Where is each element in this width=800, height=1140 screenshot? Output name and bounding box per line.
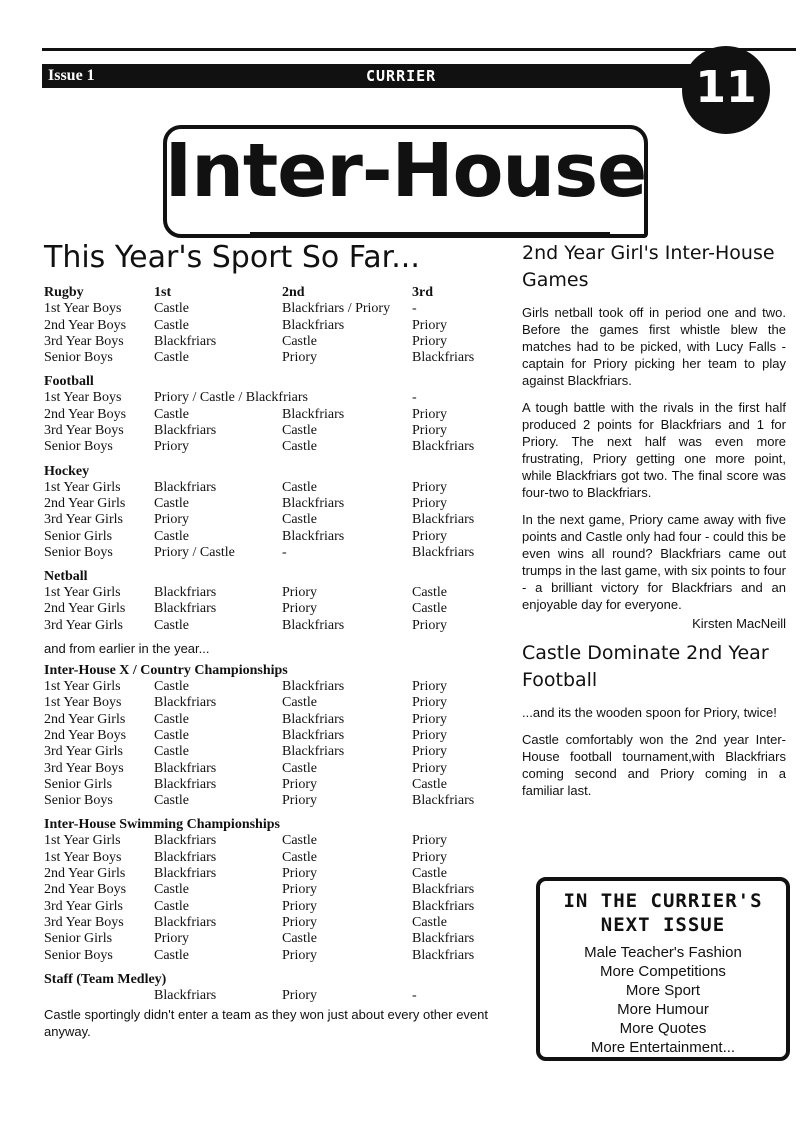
third-place: Blackfriars [412,882,475,898]
second-place: Castle [282,423,317,439]
team: 2nd Year Boys [44,882,127,898]
third-place: Castle [412,776,447,792]
result-row [44,777,494,793]
earlier-note: and from earlier in the year... [44,641,210,657]
team: 1st Year Girls [44,479,121,495]
section-title: Rugby [44,285,84,300]
third-place: Blackfriars [412,898,475,914]
next-issue-heading: IN THE CURRIER'S [563,890,763,912]
results-section [44,972,494,1004]
second-place: Castle [282,760,317,776]
page-title: Inter-House [164,128,647,214]
result-row [44,618,494,634]
result-row [44,601,494,617]
third-place: Blackfriars [412,350,475,366]
result-row [44,931,494,947]
section-title: Inter-House X / Country Championships [44,663,288,679]
list-item: More Sport [625,982,701,999]
team: 2nd Year Girls [44,711,126,727]
team: Senior Girls [44,528,113,544]
result-row [44,334,494,350]
team: 2nd Year Boys [44,317,127,333]
result-row [44,744,494,760]
second-place: Priory [282,793,317,809]
result-row [44,915,494,931]
results-section [44,569,494,634]
article-paragraph: Girls netball took off in period one and two. Before the games first whistle blew the matches had to be picked, with Lucy Falls - captain for Priory picking her team to play against Blackfriars. [522,305,786,388]
team: 1st Year Boys [44,695,122,711]
author-byline: Kirsten MacNeill [692,616,786,631]
first-place: Blackfriars [154,695,217,711]
third-place: Priory [412,679,447,695]
column-header: 2nd [282,285,305,300]
list-item: Male Teacher's Fashion [584,944,742,961]
first-place: Castle [154,898,189,914]
article-heading: 2nd Year Girl's Inter-House Games [522,242,775,291]
third-place: Priory [412,695,447,711]
header-bar [42,64,742,88]
list-item: More Competitions [600,963,726,980]
team: Senior Boys [44,947,113,963]
third-place: Priory [412,479,447,495]
second-place: Blackfriars [282,406,345,422]
first-place: Castle [154,317,189,333]
results-section [44,464,494,561]
third-place: Priory [412,495,447,511]
team: 1st Year Girls [44,833,121,849]
result-row [44,850,494,866]
second-place: Priory [282,914,317,930]
result-row [44,318,494,334]
third-place: Castle [412,585,447,601]
results-heading: This Year's Sport So Far... [44,240,420,275]
second-place: Blackfriars [282,727,345,743]
second-place: Castle [282,333,317,349]
column-header: 3rd [412,285,433,300]
first-place: Blackfriars [154,601,217,617]
first-place: Castle [154,711,189,727]
third-place: Priory [412,711,447,727]
second-place: Blackfriars [282,528,345,544]
third-place: Castle [412,601,447,617]
team: 1st Year Girls [44,585,121,601]
result-row [44,899,494,915]
result-row [44,407,494,423]
first-place: Castle [154,947,189,963]
section-header-row [44,285,494,301]
result-row [44,480,494,496]
team: 3rd Year Girls [44,898,123,914]
third-place: Priory [412,617,447,633]
result-row [44,545,494,561]
team: Senior Boys [44,793,113,809]
second-place: Priory [282,987,317,1003]
third-place: Priory [412,423,447,439]
third-place: Blackfriars [412,793,475,809]
top-rule [42,48,796,51]
team: 3rd Year Boys [44,423,124,439]
first-place: Blackfriars [154,423,217,439]
first-place: Priory [154,512,189,528]
first-place: Blackfriars [154,585,217,601]
team: 1st Year Boys [44,390,122,406]
second-place: Priory [282,585,317,601]
first-place: Castle [154,793,189,809]
result-row [44,882,494,898]
second-place: Priory [282,776,317,792]
first-place: Castle [154,528,189,544]
result-row [44,301,494,317]
article-paragraph: In the next game, Priory came away with five points and Castle only had four - could this be even wins all round? Blackfriars came out trumps in the last game, with six points to four - a brilliant victory for Blackfriars and an enjoyable day for everyone. [522,512,786,612]
team: 2nd Year Boys [44,727,127,743]
third-place: Blackfriars [412,439,475,455]
result-row [44,529,494,545]
third-place: - [412,301,417,317]
list-item: More Quotes [619,1020,707,1037]
first-place: Blackfriars [154,833,217,849]
first-place: Castle [154,882,189,898]
second-place: Castle [282,695,317,711]
third-place: Blackfriars [412,931,475,947]
first-place: Blackfriars [154,333,217,349]
result-row [44,496,494,512]
team: 3rd Year Girls [44,512,123,528]
results-column [44,240,494,1040]
first-place: Priory [154,931,189,947]
team: 1st Year Girls [44,679,121,695]
result-row [44,948,494,964]
team: 3rd Year Boys [44,760,124,776]
team: 2nd Year Girls [44,866,126,882]
first-place: Castle [154,727,189,743]
result-row [44,439,494,455]
masthead: CURRIER [366,67,437,85]
first-place: Blackfriars [154,987,217,1003]
next-issue-box [536,877,790,1061]
third-place: Priory [412,333,447,349]
third-place: Priory [412,760,447,776]
article-heading: Castle Dominate 2nd Year Football [522,642,769,691]
second-place: Castle [282,849,317,865]
page-number-badge: 11 [682,46,770,134]
team: 3rd Year Girls [44,617,123,633]
article-paragraph: A tough battle with the rivals in the first half produced 2 points for Blackfriars and 1 for Priory. The next half was even more frustrating, Priory getting one more point, while Blackfriars got two. The final score was four-two to Blackfriars. [522,400,786,500]
second-place: Priory [282,350,317,366]
second-place: Priory [282,898,317,914]
results-section [44,374,494,455]
first-place: Priory [154,439,189,455]
section-title: Netball [44,569,88,585]
second-place: Priory [282,601,317,617]
team: Senior Boys [44,350,113,366]
team: Senior Boys [44,544,113,560]
third-place: Priory [412,833,447,849]
second-place: Blackfriars [282,617,345,633]
first-place: Priory / Castle / Blackfriars [154,390,308,406]
first-place: Blackfriars [154,849,217,865]
articles-column [522,240,786,799]
first-place: Castle [154,495,189,511]
team: Senior Girls [44,776,113,792]
team [44,988,154,1004]
section-title: Staff (Team Medley) [44,971,167,987]
issue-label: Issue 1 [48,67,95,84]
second-place: Castle [282,479,317,495]
section-title: Football [44,374,94,390]
team: 2nd Year Girls [44,601,126,617]
third-place: Blackfriars [412,544,475,560]
first-place: Castle [154,350,189,366]
team: 1st Year Boys [44,849,122,865]
team: 3rd Year Boys [44,914,124,930]
team: Senior Boys [44,439,113,455]
third-place: - [412,987,417,1003]
team: 2nd Year Girls [44,495,126,511]
result-row [44,390,494,406]
section-title: Inter-House Swimming Championships [44,817,280,833]
section-title: Hockey [44,463,90,479]
second-place: Castle [282,833,317,849]
third-place: Castle [412,866,447,882]
result-row [44,679,494,695]
title-underline [250,232,610,235]
result-row [44,833,494,849]
results-section [44,285,494,366]
third-place: Blackfriars [412,512,475,528]
result-row [44,350,494,366]
team: 3rd Year Girls [44,744,123,760]
first-place: Castle [154,406,189,422]
first-place: Blackfriars [154,776,217,792]
column-header: 1st [154,285,172,300]
first-place: Blackfriars [154,760,217,776]
result-row [44,728,494,744]
first-place: Blackfriars [154,914,217,930]
article-paragraph: Castle comfortably won the 2nd year Inter-House football tournament,with Blackfriars coming second and Priory coming in a familiar last. [522,732,786,798]
third-place: Blackfriars [412,947,475,963]
result-row [44,585,494,601]
result-row [44,761,494,777]
first-place: Castle [154,744,189,760]
third-place: Priory [412,849,447,865]
result-row [44,793,494,809]
result-row [44,695,494,711]
second-place: Blackfriars [282,317,345,333]
second-place: - [282,544,287,560]
first-place: Blackfriars [154,866,217,882]
team: 3rd Year Boys [44,333,124,349]
article-paragraph: ...and its the wooden spoon for Priory, twice! [522,705,777,720]
next-issue-list [540,943,786,1057]
results-section [44,817,494,963]
first-place: Castle [154,301,189,317]
team: 2nd Year Boys [44,406,127,422]
third-place: Castle [412,914,447,930]
result-row [44,512,494,528]
team: 1st Year Boys [44,301,122,317]
third-place: Priory [412,744,447,760]
team: Senior Girls [44,931,113,947]
list-item: More Humour [617,1001,709,1018]
results-section [44,663,494,809]
result-row [44,866,494,882]
second-place: Castle [282,931,317,947]
next-issue-subheading: NEXT ISSUE [600,914,726,936]
second-place: Priory [282,866,317,882]
second-place: Priory [282,947,317,963]
first-place: Priory / Castle [154,544,235,560]
result-row [44,423,494,439]
result-row [44,988,494,1004]
staff-note: Castle sportingly didn't enter a team as they won just about every other event anyway. [44,1007,489,1040]
third-place: Priory [412,727,447,743]
second-place: Castle [282,512,317,528]
third-place: Priory [412,406,447,422]
first-place: Castle [154,617,189,633]
third-place: Priory [412,528,447,544]
second-place: Blackfriars [282,744,345,760]
second-place: Castle [282,439,317,455]
first-place: Blackfriars [154,479,217,495]
third-place: Priory [412,317,447,333]
list-item: More Entertainment... [590,1039,736,1056]
second-place: Blackfriars [282,711,345,727]
result-row [44,712,494,728]
third-place: - [412,390,417,406]
second-place: Blackfriars [282,495,345,511]
first-place: Castle [154,679,189,695]
second-place: Blackfriars / Priory [282,301,391,317]
second-place: Priory [282,882,317,898]
second-place: Blackfriars [282,679,345,695]
